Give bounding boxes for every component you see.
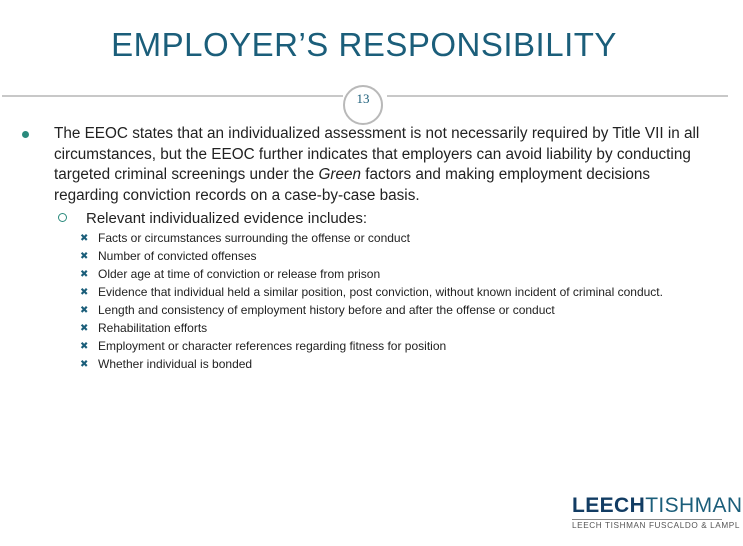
list-item-text: Length and consistency of employment history before and after the offense or conduct [98,303,555,317]
x-bullet-icon: ✖ [80,269,89,280]
x-bullet-icon: ✖ [80,233,89,244]
list-item [18,248,718,265]
list-item-text: Whether individual is bonded [98,357,253,371]
slide-title: EMPLOYER’S RESPONSIBILITY [111,26,617,63]
slide-content [18,124,718,373]
main-bullet-italic: Green [318,166,361,183]
sub-bullet [18,209,718,229]
list-item-text: Evidence that individual held a similar position, post conviction, without known incident of criminal conduct. [98,285,663,299]
list-item [18,284,718,301]
list-item [18,338,718,355]
logo-part-2: TISHMAN [645,494,743,517]
list-item-text: Older age at time of conviction or release from prison [98,267,381,281]
list-item [18,302,718,319]
list-item-text: Employment or character references regarding fitness for position [98,339,447,353]
main-bullet-text-1: The EEOC states that an individualized assessment is not necessarily required by Title VII in all circumstances, but the EEOC further indicates that employers can avoid liability by conducting targeted criminal screenings under the [54,125,700,183]
page-number: 13 [356,91,370,106]
divider-line-right [387,95,728,97]
list-item-text: Number of convicted offenses [98,249,257,263]
x-bullet-icon: ✖ [80,359,89,370]
hollow-circle-bullet-icon [58,213,67,222]
x-bullet-icon: ✖ [80,323,89,334]
bullet-dot-icon [22,131,29,138]
logo-part-1: LEECH [572,494,646,517]
firm-logo [572,494,743,534]
x-bullet-icon: ✖ [80,287,89,298]
logo-wordmark [572,494,743,518]
list-item [18,266,718,283]
list-item [18,320,718,337]
list-item-text: Rehabilitation efforts [98,321,208,335]
divider-line-left [2,95,343,97]
logo-tagline: LEECH TISHMAN FUSCALDO & LAMPL [572,521,740,530]
x-bullet-icon: ✖ [80,305,89,316]
main-bullet [18,124,718,206]
sub-bullet-text: Relevant individualized evidence includes: [86,210,368,227]
list-item-text: Facts or circumstances surrounding the offense or conduct [98,231,410,245]
x-bullet-icon: ✖ [80,251,89,262]
list-item [18,230,718,247]
x-bullet-icon: ✖ [80,341,89,352]
main-bullet-text-2: factors and making employment decisions regarding conviction records on a case-by-case basis. [54,166,651,204]
logo-divider [572,519,722,520]
list-item [18,356,718,373]
